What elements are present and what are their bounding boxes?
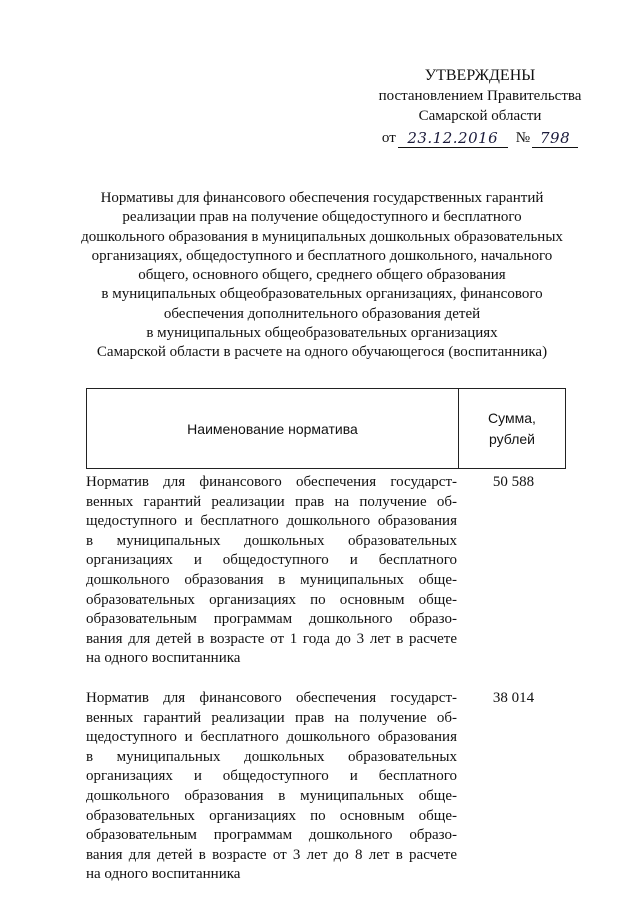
- table-header: [86, 388, 566, 469]
- normative-line: вания для детей в возрасте от 1 года до 3 лет в расчете: [86, 630, 457, 647]
- title-line: в муниципальных общеобразовательных организациях: [146, 325, 498, 342]
- normative-line: организациях и общедоступного и бесплатного: [86, 768, 457, 785]
- normative-line: щедоступного и бесплатного дошкольного образования: [86, 729, 457, 746]
- title-line: общего, основного общего, среднего общего образования: [138, 267, 506, 284]
- approval-title: УТВЕРЖДЕНЫ: [424, 67, 536, 84]
- header-name-label: Наименование норматива: [187, 420, 358, 437]
- normative-line: Норматив для финансового обеспечения государст-: [86, 474, 457, 490]
- date-prefix: от: [381, 130, 396, 146]
- header-sum-label-1: Сумма,: [488, 409, 536, 426]
- normative-line: венных гарантий реализации прав на получение об-: [86, 709, 457, 726]
- table-row: [86, 689, 566, 885]
- normative-name: [86, 473, 457, 669]
- title-line: организациях, общедоступного и бесплатного дошкольного, начального: [91, 247, 553, 264]
- normative-line: Норматив для финансового обеспечения государст-: [86, 689, 457, 706]
- approval-line-1: постановлением Правительства: [378, 88, 582, 104]
- normative-line: дошкольного образования в муниципальных обще-: [86, 787, 457, 804]
- normative-line: в муниципальных дошкольных образовательных: [86, 748, 457, 765]
- approval-date-row: [370, 128, 590, 148]
- normative-name: [86, 689, 457, 885]
- normative-line: на одного воспитанника: [86, 650, 241, 667]
- title-line: обеспечения дополнительного образования детей: [163, 305, 481, 322]
- normative-line: венных гарантий реализации прав на получение об-: [86, 493, 457, 510]
- normative-line: организациях и общедоступного и бесплатного: [86, 552, 457, 569]
- normative-line: образовательных организациях по основным обще-: [86, 591, 457, 608]
- normative-line: образовательных организациях по основным обще-: [86, 807, 457, 824]
- handwritten-number: 798: [532, 129, 578, 148]
- normatives-table: [86, 388, 566, 885]
- normative-line: на одного воспитанника: [86, 866, 241, 883]
- normative-line: дошкольного образования в муниципальных обще-: [86, 571, 457, 588]
- approval-block: [370, 66, 590, 148]
- number-sign: №: [515, 130, 531, 146]
- title-line: реализации прав на получение общедоступного и бесплатного: [122, 209, 522, 226]
- normative-line: образовательным программам дошкольного образо-: [86, 827, 457, 844]
- header-sum-label-2: рублей: [489, 430, 535, 447]
- normative-line: щедоступного и бесплатного дошкольного образования: [86, 513, 457, 530]
- table-row: [86, 473, 566, 669]
- title-line: Самарской области в расчете на одного обучающегося (воспитанника): [96, 344, 548, 361]
- normative-sum: 38 014: [492, 689, 535, 706]
- header-name-cell: [86, 389, 459, 468]
- normative-line: образовательным программам дошкольного образо-: [86, 611, 457, 628]
- normative-line: вания для детей в возрасте от 3 лет до 8 лет в расчете: [86, 846, 457, 863]
- normative-sum: 50 588: [492, 474, 535, 490]
- title-line: дошкольного образования в муниципальных дошкольных образовательных: [81, 228, 563, 245]
- title-line: в муниципальных общеобразовательных организациях, финансового: [101, 286, 543, 303]
- approval-line-2: Самарской области: [418, 108, 542, 124]
- document-title: [80, 189, 564, 363]
- header-sum-cell: [459, 389, 566, 468]
- handwritten-date: 23.12.2016: [398, 129, 508, 148]
- title-line: Нормативы для финансового обеспечения государственных гарантий: [100, 190, 544, 206]
- normative-line: в муниципальных дошкольных образовательных: [86, 532, 457, 549]
